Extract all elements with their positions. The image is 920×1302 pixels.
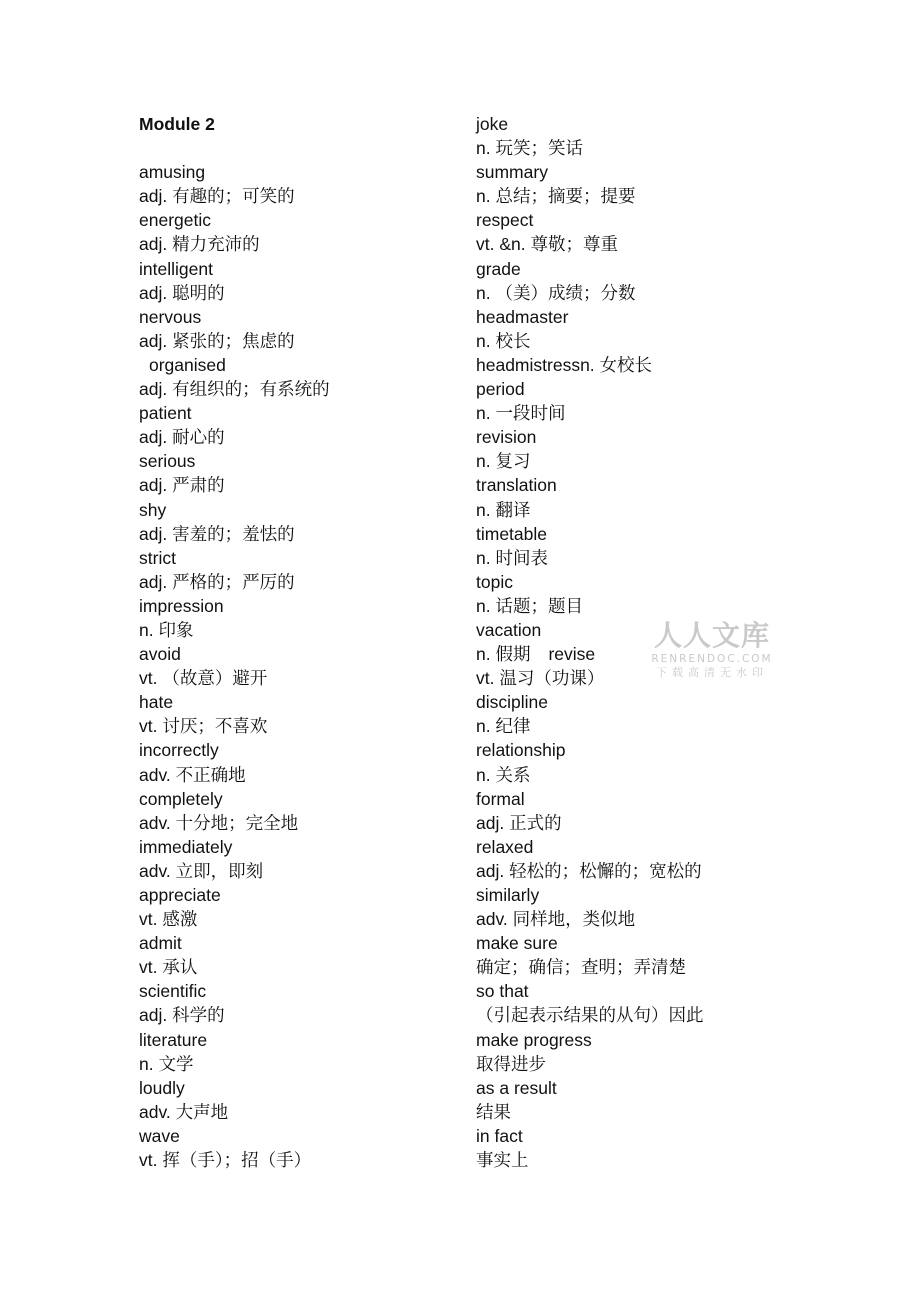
vocabulary-text: n. 纪律 <box>476 716 531 737</box>
vocabulary-line <box>139 955 459 979</box>
vocabulary-text: vt. 讨厌；不喜欢 <box>139 716 268 737</box>
vocabulary-line <box>139 570 459 594</box>
vocabulary-text: loudly <box>139 1077 185 1098</box>
vocabulary-text: hate <box>139 692 174 713</box>
vocabulary-line <box>476 353 776 377</box>
vocabulary-line <box>139 738 459 762</box>
vocabulary-line <box>476 112 776 136</box>
vocabulary-text: make sure <box>476 933 558 954</box>
vocabulary-line <box>476 522 776 546</box>
vocabulary-text: vt. &n. 尊敬；尊重 <box>476 234 618 255</box>
vocabulary-line <box>476 160 776 184</box>
vocabulary-line <box>139 979 459 1003</box>
vocabulary-text: relationship <box>476 740 566 761</box>
vocabulary-text: timetable <box>476 523 548 544</box>
vocabulary-line <box>476 738 776 762</box>
vocabulary-line <box>476 955 776 979</box>
vocabulary-text: as a result <box>476 1077 557 1098</box>
vocabulary-text: vt. 感激 <box>139 909 198 930</box>
vocabulary-line <box>476 329 776 353</box>
vocabulary-line <box>139 353 459 377</box>
vocabulary-text: adj. 正式的 <box>476 812 562 833</box>
vocabulary-text: headmistressn. 女校长 <box>476 354 653 375</box>
vocabulary-line <box>476 546 776 570</box>
vocabulary-text: n. （美）成绩；分数 <box>476 282 636 303</box>
vocabulary-text: literature <box>139 1029 208 1050</box>
vocabulary-text: in fact <box>476 1125 523 1146</box>
vocabulary-line <box>139 1100 459 1124</box>
vocabulary-line <box>139 425 459 449</box>
vocabulary-line <box>139 305 459 329</box>
vocabulary-text: 取得进步 <box>476 1053 546 1074</box>
vocabulary-text: n. 印象 <box>139 619 194 640</box>
vocabulary-line <box>139 666 459 690</box>
vocabulary-text: appreciate <box>139 885 221 905</box>
vocabulary-text: 确定；确信；查明；弄清楚 <box>476 957 686 978</box>
vocabulary-line <box>139 618 459 642</box>
vocabulary-text: joke <box>476 114 509 134</box>
vocabulary-line <box>139 1028 459 1052</box>
vocabulary-text: serious <box>139 451 196 472</box>
vocabulary-text: patient <box>139 403 192 424</box>
blank-line <box>139 136 459 160</box>
vocabulary-text: incorrectly <box>139 740 219 761</box>
vocabulary-line <box>476 232 776 256</box>
vocabulary-text: relaxed <box>476 836 534 857</box>
vocabulary-line <box>139 931 459 955</box>
vocabulary-line <box>476 714 776 738</box>
vocabulary-line <box>139 883 459 907</box>
watermark-title: 人人文库 <box>653 619 770 652</box>
vocabulary-text: immediately <box>139 836 233 857</box>
vocabulary-text: summary <box>476 162 548 183</box>
vocabulary-line <box>476 931 776 955</box>
vocabulary-line <box>139 714 459 738</box>
vocabulary-line <box>139 1052 459 1076</box>
vocabulary-text: 事实上 <box>476 1150 529 1171</box>
vocabulary-line <box>139 160 459 184</box>
vocabulary-text: grade <box>476 258 521 279</box>
vocabulary-text: organised <box>149 354 226 375</box>
watermark-domain: RENRENDOC.COM <box>651 653 773 665</box>
vocabulary-line <box>476 136 776 160</box>
vocabulary-line <box>139 1148 459 1172</box>
vocabulary-line <box>476 377 776 401</box>
vocabulary-text: period <box>476 379 525 400</box>
vocabulary-line <box>476 1100 776 1124</box>
vocabulary-line <box>139 787 459 811</box>
vocabulary-line <box>139 835 459 859</box>
vocabulary-text: completely <box>139 788 223 809</box>
vocabulary-text: strict <box>139 547 176 568</box>
vocabulary-line <box>476 594 776 618</box>
vocabulary-text: translation <box>476 475 557 496</box>
vocabulary-line <box>139 401 459 425</box>
vocabulary-line <box>139 642 459 666</box>
vocabulary-text: headmaster <box>476 306 569 327</box>
vocabulary-line <box>476 835 776 859</box>
vocabulary-text: adj. 精力充沛的 <box>139 234 260 255</box>
vocabulary-line <box>139 329 459 353</box>
vocabulary-line <box>476 498 776 522</box>
vocabulary-text: adj. 有组织的；有系统的 <box>139 379 330 400</box>
vocabulary-line <box>139 281 459 305</box>
vocabulary-line <box>476 859 776 883</box>
vocabulary-line <box>139 184 459 208</box>
vocabulary-line <box>139 594 459 618</box>
vocabulary-text: adj. 耐心的 <box>139 427 225 448</box>
vocabulary-text: adv. 大声地 <box>139 1101 229 1122</box>
vocabulary-line <box>139 690 459 714</box>
vocabulary-text: adv. 不正确地 <box>139 764 246 785</box>
vocabulary-line <box>139 257 459 281</box>
watermark-tagline: 下载高清无水印 <box>656 666 768 679</box>
vocabulary-line <box>139 377 459 401</box>
vocabulary-text: adj. 有趣的；可笑的 <box>139 186 295 207</box>
vocabulary-text: revision <box>476 427 537 448</box>
vocabulary-line <box>476 979 776 1003</box>
vocabulary-line <box>139 1076 459 1100</box>
vocabulary-line <box>476 1148 776 1172</box>
vocabulary-line <box>476 425 776 449</box>
vocabulary-line <box>476 401 776 425</box>
vocabulary-line <box>476 184 776 208</box>
vocabulary-line <box>476 305 776 329</box>
vocabulary-text: scientific <box>139 981 207 1002</box>
vocabulary-text: 结果 <box>476 1101 511 1122</box>
vocabulary-line <box>476 473 776 497</box>
vocabulary-text: vt. 承认 <box>139 957 198 978</box>
vocabulary-text: amusing <box>139 162 206 183</box>
vocabulary-line <box>476 1076 776 1100</box>
vocabulary-line <box>139 232 459 256</box>
vocabulary-text: wave <box>139 1125 180 1146</box>
vocabulary-line <box>476 907 776 931</box>
vocabulary-text: avoid <box>139 644 181 665</box>
vocabulary-text: n. 总结；摘要；提要 <box>476 186 636 207</box>
vocabulary-text: （引起表示结果的从句）因此 <box>476 1005 704 1026</box>
vocabulary-text: discipline <box>476 692 548 713</box>
vocabulary-line <box>476 570 776 594</box>
vocabulary-line <box>139 859 459 883</box>
vocabulary-line <box>139 907 459 931</box>
vocabulary-line <box>476 1028 776 1052</box>
vocabulary-text: n. 时间表 <box>476 547 548 568</box>
vocabulary-text: adv. 同样地，类似地 <box>476 909 636 930</box>
vocabulary-line <box>476 1124 776 1148</box>
vocabulary-text: n. 假期 <box>476 644 531 665</box>
vocabulary-line <box>476 281 776 305</box>
vocabulary-text: impression <box>139 595 224 616</box>
vocabulary-text: so that <box>476 981 529 1002</box>
vocabulary-line <box>139 763 459 787</box>
vocabulary-text: vacation <box>476 619 542 640</box>
vocabulary-line <box>139 208 459 232</box>
vocabulary-text: vt. 温习（功课） <box>476 668 605 689</box>
vocabulary-line <box>476 690 776 714</box>
vocabulary-line <box>476 883 776 907</box>
vocabulary-text: nervous <box>139 306 202 327</box>
vocabulary-text: n. 复习 <box>476 451 531 472</box>
vocabulary-line <box>139 522 459 546</box>
vocabulary-line <box>476 1003 776 1027</box>
vocabulary-text: admit <box>139 933 182 954</box>
vocabulary-text: n. 校长 <box>476 330 531 351</box>
watermark-logo <box>647 620 777 680</box>
vocabulary-line <box>476 449 776 473</box>
vocabulary-text: topic <box>476 571 513 592</box>
vocabulary-line <box>139 449 459 473</box>
vocabulary-text: n. 文学 <box>139 1053 194 1074</box>
vocabulary-text: n. 关系 <box>476 764 531 785</box>
vocabulary-text: adv. 十分地；完全地 <box>139 812 299 833</box>
vocabulary-text: adj. 严格的；严厉的 <box>139 571 295 592</box>
vocabulary-text: Module 2 <box>139 114 215 134</box>
vocabulary-text: make progress <box>476 1029 592 1050</box>
vocabulary-word-inline: revise <box>548 644 596 665</box>
vocabulary-text: adv. 立即，即刻 <box>139 860 264 881</box>
vocabulary-text: n. 话题；题目 <box>476 595 583 616</box>
vocabulary-text: adj. 轻松的；松懈的；宽松的 <box>476 860 702 881</box>
vocabulary-line <box>139 546 459 570</box>
vocabulary-line <box>139 473 459 497</box>
vocabulary-text: formal <box>476 788 525 809</box>
vocabulary-line <box>476 257 776 281</box>
vocabulary-text: adj. 紧张的；焦虑的 <box>139 330 295 351</box>
vocabulary-line <box>476 811 776 835</box>
vocabulary-line <box>476 208 776 232</box>
vocabulary-text: adj. 害羞的；羞怯的 <box>139 523 295 544</box>
module-title <box>139 112 459 136</box>
vocabulary-text: energetic <box>139 210 211 231</box>
vocabulary-text: adj. 严肃的 <box>139 475 225 496</box>
vocabulary-text: adj. 科学的 <box>139 1005 225 1026</box>
left-vocabulary-column <box>139 112 459 1172</box>
vocabulary-line <box>476 787 776 811</box>
vocabulary-text: adj. 聪明的 <box>139 282 225 303</box>
vocabulary-line <box>139 1124 459 1148</box>
vocabulary-text: n. 翻译 <box>476 499 531 520</box>
vocabulary-line <box>476 763 776 787</box>
vocabulary-line <box>476 1052 776 1076</box>
vocabulary-line <box>139 811 459 835</box>
vocabulary-text: respect <box>476 210 534 231</box>
vocabulary-text: similarly <box>476 885 540 905</box>
vocabulary-text: n. 一段时间 <box>476 403 566 424</box>
vocabulary-text: shy <box>139 499 167 520</box>
vocabulary-line <box>139 1003 459 1027</box>
vocabulary-line <box>139 498 459 522</box>
vocabulary-text: n. 玩笑；笑话 <box>476 138 583 159</box>
vocabulary-text: intelligent <box>139 258 213 279</box>
vocabulary-text: vt. （故意）避开 <box>139 668 268 689</box>
vocabulary-text: vt. 挥（手）；招（手） <box>139 1150 312 1171</box>
